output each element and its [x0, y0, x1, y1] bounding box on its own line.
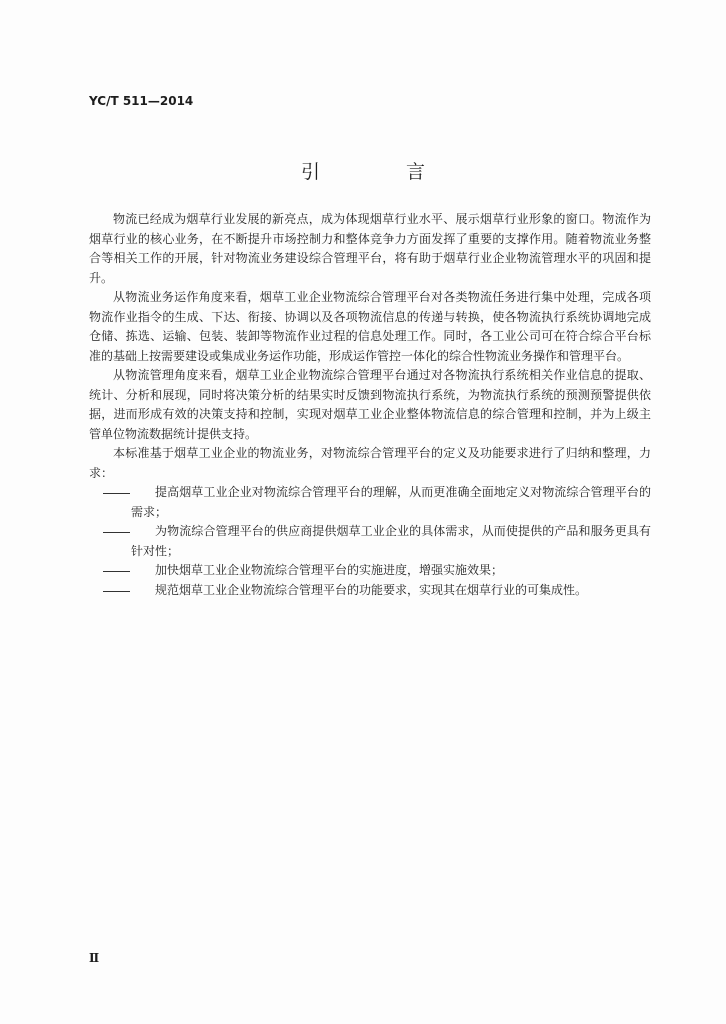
- list-item-text: 规范烟草工业企业物流综合管理平台的功能要求，实现其在烟草行业的可集成性。: [155, 582, 588, 597]
- page-title: 引 言: [300, 161, 466, 183]
- page-number: Ⅱ: [89, 951, 100, 965]
- standard-code: YC/T 511—2014: [89, 94, 194, 108]
- paragraph-2: 从物流业务运作角度来看，烟草工业企业物流综合管理平台对各类物流任务进行集中处理，完成各项物流作业指令的生成、下达、衔接、协调以及各项物流信息的传递与转换，使各物流执行系统协调地完成仓储、拣选、运输、包装、装卸等物流作业过程的信息处理工作。同时，各工业公司可在符合综合平台标准的基础上按需要建设或集成业务运作功能，形成运作管控一体化的综合性物流业务操作和管理平台。: [89, 290, 651, 363]
- list-item: [89, 561, 651, 581]
- paragraph-4: 本标准基于烟草工业企业的物流业务，对物流综合管理平台的定义及功能要求进行了归纳和整理，力求：: [89, 446, 651, 480]
- document-body: [89, 210, 651, 600]
- paragraph-1: 物流已经成为烟草行业发展的新亮点，成为体现烟草行业水平、展示烟草行业形象的窗口。物流作为烟草行业的核心业务，在不断提升市场控制力和整体竞争力方面发挥了重要的支撑作用。随着物流业务整合等相关工作的开展，针对物流业务建设综合管理平台，将有助于烟草行业企业物流管理水平的巩固和提升。: [89, 212, 651, 285]
- list-item-text: 为物流综合管理平台的供应商提供烟草工业企业的具体需求，从而使提供的产品和服务更具有针对性；: [131, 524, 651, 558]
- list-item: [89, 522, 651, 561]
- list-item-text: 提高烟草工业企业对物流综合管理平台的理解，从而更准确全面地定义对物流综合管理平台的需求；: [131, 485, 651, 519]
- list-item: [89, 581, 651, 601]
- list-item-text: 加快烟草工业企业物流综合管理平台的实施进度，增强实施效果；: [155, 563, 504, 577]
- list-item: [89, 483, 651, 522]
- paragraph-3: 从物流管理角度来看，烟草工业企业物流综合管理平台通过对各物流执行系统相关作业信息的提取、统计、分析和展现，同时将决策分析的结果实时反馈到物流执行系统，为物流执行系统的预测预警提供依据，进而形成有效的决策支持和控制，实现对烟草工业企业整体物流信息的综合管理和控制，并为上级主管单位物流数据统计提供支持。: [89, 368, 651, 441]
